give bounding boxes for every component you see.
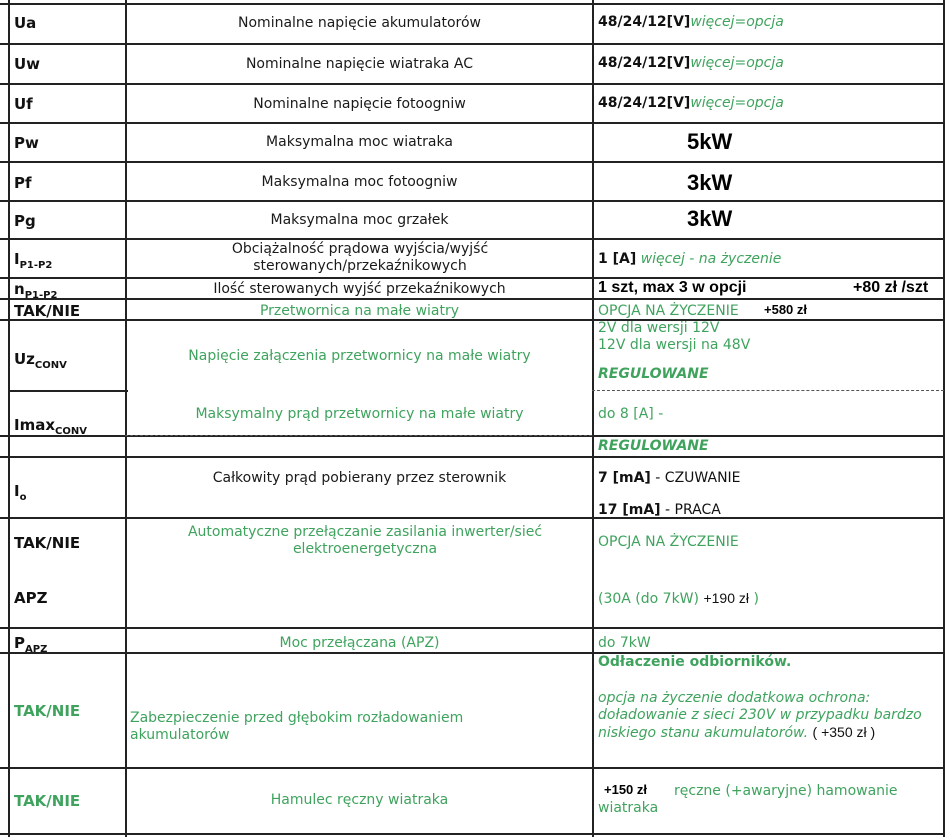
row-apz-description: Automatyczne przełączanie zasilania inwerter/sieć elektroenergetyczna [187,524,543,557]
row-converter-symbol: TAK/NIE [14,302,81,320]
row-io-work-current: 17 [mA] [598,502,661,518]
row-imaxconv-value-regulated: REGULOWANE [598,438,709,454]
row-pf-value: 3kW [687,170,733,195]
row-uf-value-main: 48/24/12[V] [598,95,691,111]
row-imaxconv-symbol [14,416,87,437]
row-brake-value-text: ręczne (+awaryjne) hamowanie wiatraka [598,783,898,816]
row-deep-discharge-description: Zabezpieczenie przed głębokim rozładowaniem akumulatorów [130,710,464,743]
row-ua-value-main: 48/24/12[V] [598,14,691,30]
row-deep-discharge-note-text: opcja na życzenie dodatkowa ochrona: doładowanie z sieci 230V w przypadku bardzo niskiego stanu akumulatorów. [598,690,922,741]
row-converter-price: +580 zł [764,302,808,317]
row-uf-description: Nominalne napięcie fotoogniw [253,96,466,112]
row-apz-symbol-apz: APZ [14,589,48,607]
row-deep-discharge-price: ( +350 zł ) [812,724,876,740]
row-io-standby-current: 7 [mA] [598,470,651,486]
row-apz-option-text: (30A (do 7kW) [598,591,699,607]
row-apz-option-price: +190 zł [703,590,749,606]
row-np1p2-symbol-sub: P1-P2 [24,290,58,301]
row-np1p2-value: 1 szt, max 3 w opcji [598,279,747,296]
row-ip1p2-value-note: więcej - na życzenie [640,251,782,267]
row-uw-value-main: 48/24/12[V] [598,55,691,71]
row-imaxconv-symbol-sub: CONV [55,426,87,437]
row-papz-symbol-sub: APZ [25,644,48,655]
row-np1p2-price: +80 zł /szt [853,279,929,296]
row-brake-price: +150 zł [604,782,648,797]
row-papz-symbol [14,634,47,655]
row-pg-description: Maksymalna moc grzałek [270,212,449,228]
row-ip1p2-symbol-sub: P1-P2 [19,260,53,271]
row-uw-symbol: Uw [14,55,41,73]
row-ua-value [598,14,784,30]
row-apz-symbol: TAK/NIE [14,534,81,552]
row-uzconv-symbol-main: Uz [14,350,35,368]
row-deep-discharge-value-note [598,690,938,742]
row-io-value-standby [598,470,741,486]
row-pw-symbol: Pw [14,134,39,152]
row-apz-option-close: ) [753,591,759,607]
row-np1p2-symbol [14,280,57,301]
row-io-work-label: - PRACA [665,502,721,518]
row-uzconv-value-regulated: REGULOWANE [598,366,709,382]
row-ua-value-note: więcej=opcja [690,14,784,30]
row-io-standby-label: - CZUWANIE [655,470,741,486]
row-io-symbol-sub: o [19,492,27,503]
row-ua-symbol: Ua [14,14,37,32]
row-brake-value [598,783,943,817]
row-uw-value-note: więcej=opcja [690,55,784,71]
row-brake-symbol: TAK/NIE [14,792,81,810]
row-converter-value: OPCJA NA ŻYCZENIE [598,303,739,319]
row-imaxconv-symbol-main: Imax [14,416,56,434]
row-ua-description: Nominalne napięcie akumulatorów [238,15,481,31]
row-io-symbol-main: I [14,482,20,500]
row-deep-discharge-symbol: TAK/NIE [14,702,81,720]
row-uzconv-value-line2: 12V dla wersji na 48V [598,337,751,353]
row-np1p2-description: Ilość sterowanych wyjść przekaźnikowych [213,281,506,297]
row-apz-value: OPCJA NA ŻYCZENIE [598,534,739,550]
row-pf-description: Maksymalna moc fotoogniw [261,174,458,190]
row-np1p2-symbol-main: n [14,280,25,298]
row-pw-value: 5kW [687,129,733,154]
row-uf-symbol: Uf [14,95,33,113]
row-uf-value-note: więcej=opcja [690,95,784,111]
row-uw-description: Nominalne napięcie wiatraka AC [245,56,474,72]
row-io-description: Całkowity prąd pobierany przez sterownik [212,470,507,486]
row-papz-description: Moc przełączana (APZ) [279,635,440,651]
row-imaxconv-description: Maksymalny prąd przetwornicy na małe wiatry [195,406,524,422]
row-apz-option [598,590,759,607]
row-pg-symbol: Pg [14,212,36,230]
row-papz-symbol-main: P [14,634,25,652]
row-converter-description: Przetwornica na małe wiatry [259,303,460,319]
row-deep-discharge-value-main: Odłaczenie odbiorników. [598,654,792,670]
row-pg-value: 3kW [687,206,733,231]
row-pw-description: Maksymalna moc wiatraka [266,134,453,150]
row-ip1p2-symbol-main: I [14,250,20,268]
row-ip1p2-value-main: 1 [A] [598,251,637,267]
row-brake-description: Hamulec ręczny wiatraka [270,792,449,808]
row-papz-value: do 7kW [598,635,651,651]
row-pf-symbol: Pf [14,174,32,192]
row-io-symbol [14,482,26,503]
row-uzconv-value-line1: 2V dla wersji 12V [598,320,720,336]
row-uzconv-description: Napięcie załączenia przetwornicy na małe wiatry [188,348,531,364]
row-ip1p2-description: Obciążalność prądowa wyjścia/wyjść sterowanych/przekaźnikowych [231,241,489,274]
row-uzconv-symbol [14,350,67,371]
row-ip1p2-symbol [14,250,52,271]
row-imaxconv-value: do 8 [A] - [598,406,664,422]
row-uf-value [598,95,784,111]
row-ip1p2-value [598,251,781,267]
row-io-value-work [598,502,721,518]
row-uzconv-symbol-sub: CONV [34,360,67,371]
row-uw-value [598,55,784,71]
